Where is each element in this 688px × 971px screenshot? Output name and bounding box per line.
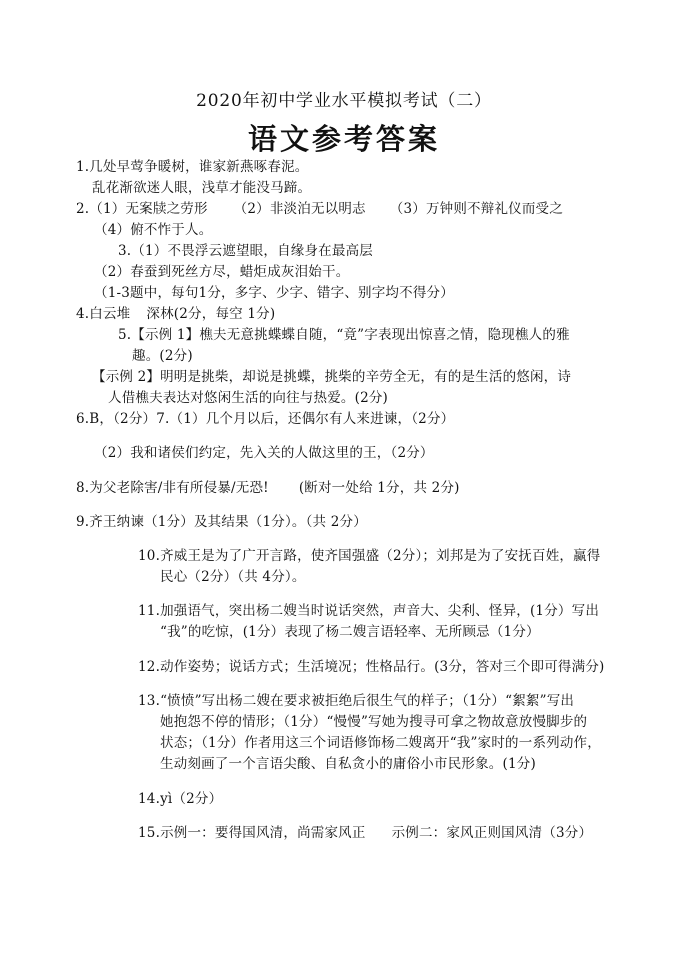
q10-answer-line-1: 10.齐威王是为了广开言路，使齐国强盛（2分）；刘邦是为了安抚百姓，赢得 bbox=[138, 548, 601, 564]
q5-example-1-line-2: 趣。(2分) bbox=[132, 348, 193, 364]
q13-answer-line-3: 状态；（1分）作者用这三个词语修饰杨二嫂离开“我”家时的一系列动作， bbox=[160, 735, 601, 751]
q10-answer-line-2: 民心（2分）（共 4分）。 bbox=[160, 569, 306, 585]
q2-part-1: 2.（1）无案牍之劳形 bbox=[76, 201, 208, 217]
q3-answer-line-2: （2）春蚕到死丝方尽，蜡炬成灰泪始干。 bbox=[94, 264, 350, 280]
q14-answer: 14.yì（2分） bbox=[138, 791, 223, 807]
q3-answer-line-1: 3.（1）不畏浮云遮望眼，自缘身在最高层 bbox=[118, 243, 373, 259]
q9-answer: 9.齐王纳谏（1分）及其结果（1分）。（共 2分） bbox=[76, 514, 367, 530]
q15-answer bbox=[138, 824, 592, 842]
q5-example-2-line-2: 人借樵夫表达对悠闲生活的向往与热爱。(2分) bbox=[108, 390, 389, 406]
q4-blank-2: 深林(2分，每空 1分) bbox=[146, 306, 276, 322]
q2-part-3: （3）万钟则不辩礼仪而受之 bbox=[389, 201, 563, 217]
q2-part-2: （2）非淡泊无以明志 bbox=[233, 201, 366, 217]
q6-q7-answer-line-1: 6.B，（2分）7.（1）几个月以后，还偶尔有人来进谏，（2分） bbox=[76, 411, 455, 427]
q7-answer-line-2: （2）我和诸侯们约定，先入关的人做这里的王，（2分） bbox=[94, 445, 434, 461]
q5-example-2-line-1: 【示例 2】明明是挑柴，却说是挑蝶，挑柴的辛劳全无，有的是生活的悠闲，诗 bbox=[92, 369, 572, 385]
q8-answer bbox=[76, 479, 460, 497]
q15-example-1: 15.示例一：要得国风清，尚需家风正 bbox=[138, 825, 366, 841]
q13-answer-line-2: 她抱怨不停的情形；（1分）“慢慢”写她为搜寻可拿之物故意放慢脚步的 bbox=[160, 714, 588, 730]
q12-answer: 12.动作姿势；说话方式；生活境况；性格品行。(3分，答对三个即可得满分) bbox=[138, 659, 605, 675]
q1-3-scoring-note: （1-3题中，每句1分，多字、少字、错字、别字均不得分） bbox=[94, 285, 454, 301]
q2-answer-line-1 bbox=[76, 200, 563, 218]
q11-answer-line-1: 11.加强语气，突出杨二嫂当时说话突然，声音大、尖利、怪异，(1分）写出 bbox=[138, 603, 600, 619]
exam-title: 2020年初中学业水平模拟考试（二） bbox=[196, 91, 492, 111]
q1-answer-line-1: 1.几处早莺争暖树，谁家新燕啄春泥。 bbox=[76, 159, 309, 175]
q5-example-1-line-1: 5.【示例 1】樵夫无意挑蝶蝶自随，“竟”字表现出惊喜之情，隐现樵人的雅 bbox=[118, 327, 570, 343]
answer-key-heading: 语文参考答案 bbox=[247, 122, 440, 156]
q2-part-4: （4）俯不怍于人。 bbox=[94, 222, 213, 238]
q13-answer-line-1: 13.“愤愤”写出杨二嫂在要求被拒绝后很生气的样子；（1分）“絮絮”写出 bbox=[138, 693, 575, 709]
q4-blank-1: 4.白云堆 bbox=[76, 306, 131, 322]
q8-scoring-note: (断对一处给 1分，共 2分) bbox=[298, 480, 460, 496]
q11-answer-line-2: “我”的吃惊，(1分）表现了杨二嫂言语轻率、无所顾忌（1分） bbox=[160, 624, 540, 640]
q1-answer-line-2: 乱花渐欲迷人眼，浅草才能没马蹄。 bbox=[92, 180, 312, 196]
q13-answer-line-4: 生动刻画了一个言语尖酸、自私贪小的庸俗小市民形象。(1分) bbox=[160, 756, 536, 772]
q15-example-2: 示例二：家风正则国风清（3分） bbox=[391, 825, 593, 841]
q4-answer bbox=[76, 305, 275, 323]
q8-punctuation-answer: 8.为父老除害/非有所侵暴/无恐! bbox=[76, 480, 269, 496]
